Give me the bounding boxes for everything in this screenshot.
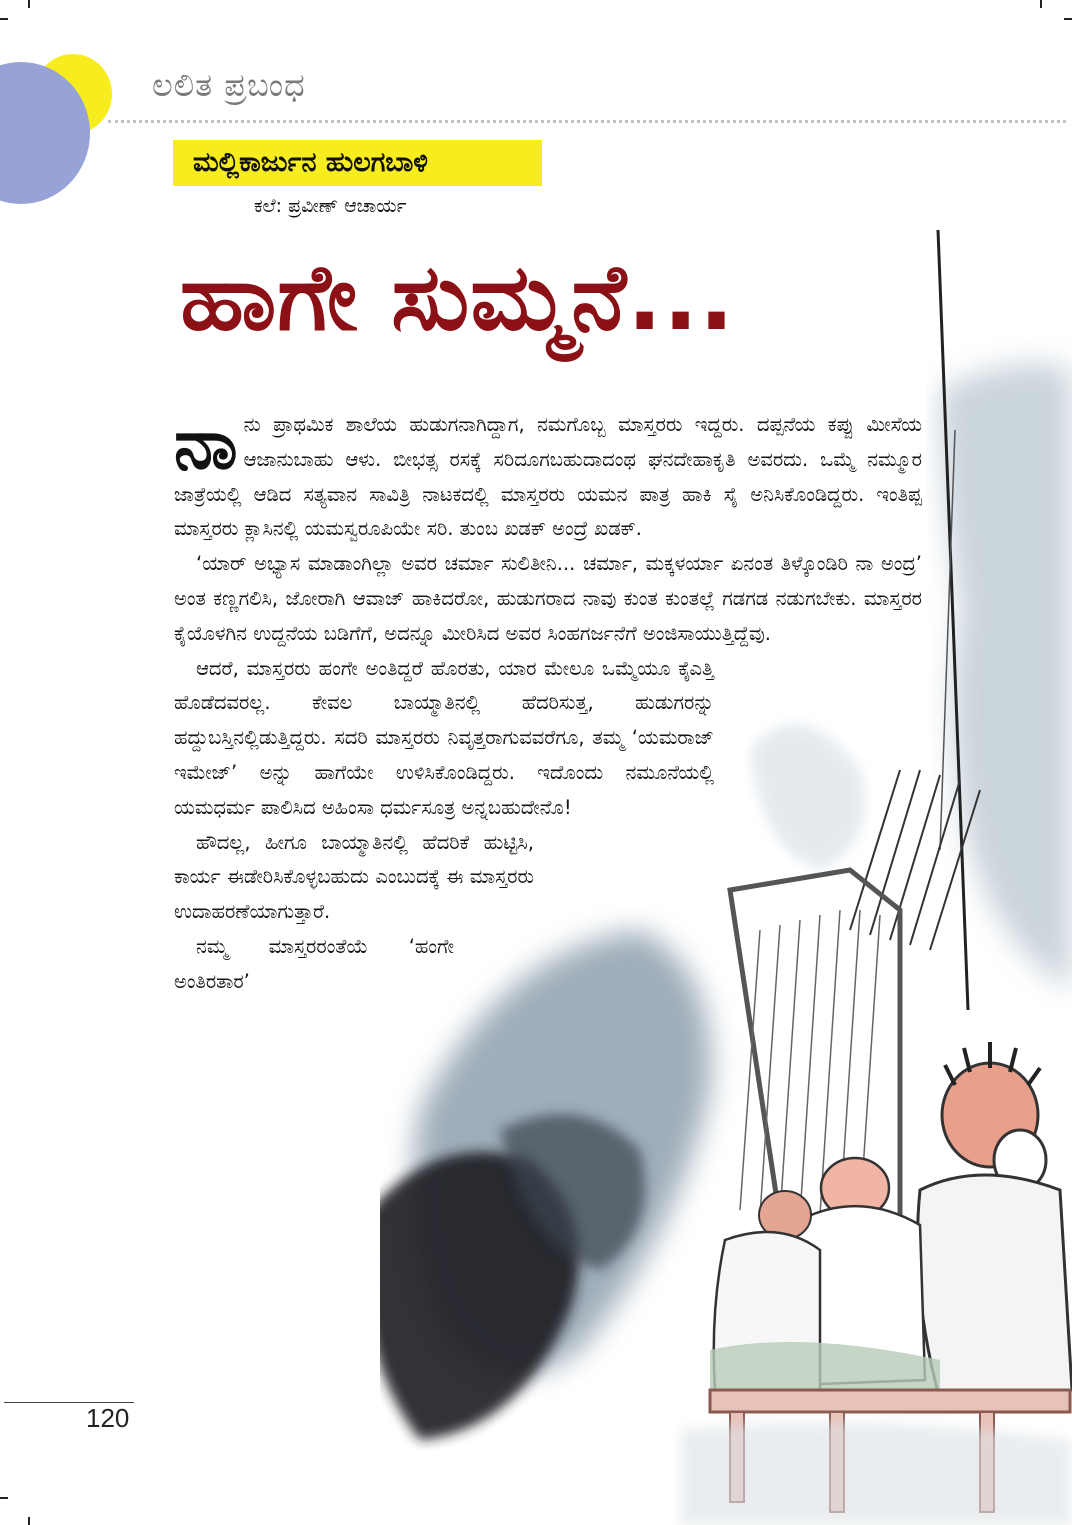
article-paragraph: ಆದರೆ, ಮಾಸ್ತರರು ಹಂಗೇ ಅಂತಿದ್ದರೆ ಹೊರತು, ಯಾರ ಮೇಲೂ ಒಮ್ಮೆಯೂ ಕೈಎತ್ತಿ ಹೊಡೆದವರಲ್ಲ. ಕೇವಲ ಬಾಯ್ಮಾತಿನಲ್ಲಿ ಹೆದರಿಸುತ್ತ, ಹುಡುಗರನ್ನು ಹದ್ದುಬಸ್ತಿನಲ್ಲಿಡುತ್ತಿದ್ದರು. ಸದರಿ ಮಾಸ್ತರರು ನಿವೃತ್ತರಾಗುವವರೆಗೂ, ತಮ್ಮ ‘ಯಮರಾಜ್ ಇಮೇಜ್’ ಅನ್ನು ಹಾಗೆಯೇ ಉಳಿಸಿಕೊಂಡಿದ್ದರು. ಇದೊಂದು ನಮೂನೆಯಲ್ಲಿ ಯಮಧರ್ಮ ಪಾಲಿಸಿದ ಅಹಿಂಸಾ ಧರ್ಮಸೂತ್ರ ಅನ್ನಬಹುದೇನೊ! <box>174 656 714 819</box>
crop-mark <box>28 0 30 8</box>
article-paragraph: ‘ಯಾರ್ ಅಭ್ಯಾಸ ಮಾಡಾಂಗಿಲ್ಲಾ ಅವರ ಚರ್ಮಾ ಸುಲಿತೀನಿ... ಚರ್ಮಾ, ಮಕ್ಕಳರ್ಯಾ ಏನಂತ ತಿಳ್ಕೊಂಡಿರಿ ನಾ ಅಂದ್ರ’ ಅಂತ ಕಣ್ಣಗಲಿಸಿ, ಜೋರಾಗಿ ಆವಾಜ್ ಹಾಕಿದರೋ, ಹುಡುಗರಾದ ನಾವು ಕುಂತ ಕುಂತಲ್ಲೆ ಗಡಗಡ ನಡುಗಬೇಕು. ಮಾಸ್ತರರ ಕೈಯೊಳಗಿನ ಉದ್ದನೆಯ ಬಡಿಗೆಗೆ, ಅದನ್ನೂ ಮೀರಿಸಿದ ಅವರ ಸಿಂಹಗರ್ಜನೆಗೆ ಅಂಜಿಸಾಯುತ್ತಿದ್ದೆವು. <box>174 552 922 645</box>
crop-mark <box>28 1517 30 1525</box>
header-divider <box>108 120 1066 123</box>
paragraph-text: ನು ಪ್ರಾಥಮಿಕ ಶಾಲೆಯ ಹುಡುಗನಾಗಿದ್ದಾಗ, ನಮಗೊಬ್ಬ ಮಾಸ್ತರರು ಇದ್ದರು. ದಪ್ಪನೆಯ ಕಪ್ಪು ಮೀಸೆಯ ಆಜಾನುಬಾಹು ಆಳು. ಬೀಭತ್ಸ ರಸಕ್ಕೆ ಸರಿದೂಗಬಹುದಾದಂಥ ಘನದೇಹಾಕೃತಿ ಅವರದು. ಒಮ್ಮೆ ನಮ್ಮೂರ ಜಾತ್ರೆಯಲ್ಲಿ ಆಡಿದ ಸತ್ಯವಾನ ಸಾವಿತ್ರಿ ನಾಟಕದಲ್ಲಿ ಮಾಸ್ತರರು ಯಮನ ಪಾತ್ರ ಹಾಕಿ ಸೈ ಅನಿಸಿಕೊಂಡಿದ್ದರು. ಇಂತಿಪ್ಪ ಮಾಸ್ತರರು ಕ್ಲಾಸಿನಲ್ಲಿ ಯಮಸ್ವರೂಪಿಯೇ ಸರಿ. ತುಂಬ ಖಡಕ್ ಅಂದ್ರೆ ಖಡಕ್. <box>174 413 922 541</box>
article-body <box>174 403 922 1000</box>
article-title: ಹಾಗೇ ಸುಮ್ಮನೆ... <box>180 244 736 351</box>
crop-mark <box>1064 18 1072 20</box>
page-number: 120 <box>86 1403 130 1433</box>
drop-cap: ನಾ <box>174 403 238 485</box>
author-name: ಮಲ್ಲಿಕಾರ್ಜುನ ಹುಲಗಬಾಳಿ <box>193 147 428 178</box>
article-paragraph: ಹೌದಲ್ಲ, ಹೀಗೂ ಬಾಯ್ಮಾತಿನಲ್ಲಿ ಹೆದರಿಕೆ ಹುಟ್ಟಿಸಿ, ಕಾರ್ಯ ಈಡೇರಿಸಿಕೊಳ್ಳಬಹುದು ಎಂಬುದಕ್ಕೆ ಈ ಮಾಸ್ತರರು ಉದಾಹರಣೆಯಾಗುತ್ತಾರೆ. <box>174 830 534 924</box>
article-paragraph: ನಮ್ಮ ಮಾಸ್ತರರಂತೆಯೆ ‘ಹಂಗೇ ಅಂತಿರತಾರ’ <box>174 934 454 993</box>
section-label: ಲಲಿತ ಪ್ರಬಂಧ <box>152 66 306 104</box>
illustrator-credit: ಕಲೆ: ಪ್ರವೀಣ್ ಆಚಾರ್ಯ <box>254 195 407 217</box>
crop-mark <box>1040 0 1042 8</box>
crop-mark <box>0 1497 8 1499</box>
article-paragraph <box>174 403 922 547</box>
crop-mark <box>0 18 8 20</box>
